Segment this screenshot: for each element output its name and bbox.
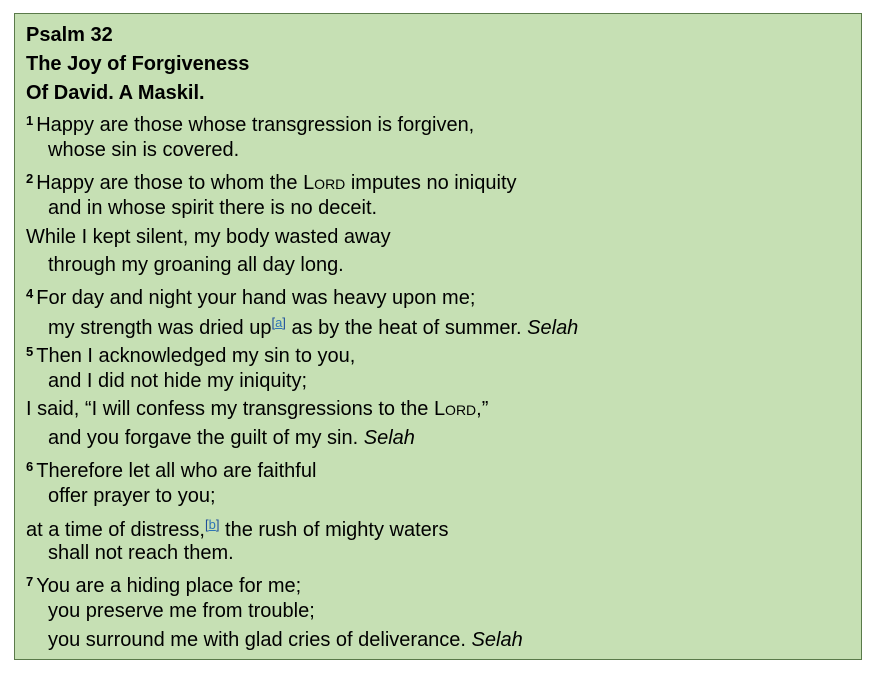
- verse-7-line-3: [26, 626, 861, 655]
- verse-4-line-2: [26, 309, 861, 338]
- verse-6-line-3: [26, 511, 861, 540]
- verse-5-line-3: [26, 395, 861, 424]
- verse-6-text-1: Therefore let all who are faithful: [36, 459, 317, 482]
- verse-5-line-1: [26, 338, 861, 367]
- verse-3-line-1: While I kept silent, my body wasted away: [26, 225, 391, 248]
- verse-1-text-1: Happy are those whose transgression is forgiven,: [36, 114, 475, 137]
- verse-7-line-2: you preserve me from trouble;: [48, 599, 315, 622]
- verse-5-text-3a: I said, “I will confess my transgressions to the: [26, 398, 434, 421]
- verse-number-7: 7: [26, 574, 34, 590]
- verse-4-text-1: For day and night your hand was heavy upon me;: [36, 287, 476, 310]
- verse-6-text-3a: at a time of distress,: [26, 518, 205, 541]
- verse-7-line-1: [26, 568, 861, 597]
- verse-6-line-2: offer prayer to you;: [48, 484, 216, 507]
- verse-number-2: 2: [26, 170, 34, 186]
- verse-1-line-1: [26, 107, 861, 136]
- verse-7-text-3: you surround me with glad cries of deliverance.: [48, 628, 472, 651]
- psalm-text-box: [14, 13, 862, 660]
- verse-2-text-1a: Happy are those to whom the: [36, 171, 304, 194]
- verse-5-line-2: and I did not hide my iniquity;: [48, 369, 308, 392]
- psalm-title: Psalm 32: [26, 24, 113, 46]
- verse-6-line-4: shall not reach them.: [48, 542, 234, 565]
- selah-marker: Selah: [363, 427, 415, 450]
- verse-2-line-2: and in whose spirit there is no deceit.: [48, 196, 378, 219]
- verse-7-text-1: You are a hiding place for me;: [36, 575, 302, 598]
- verse-6-line-1: [26, 453, 861, 482]
- verse-4-text-2a: my strength was dried up: [48, 316, 272, 339]
- verse-number-5: 5: [26, 343, 34, 359]
- verse-5-text-4: and you forgave the guilt of my sin.: [48, 427, 364, 450]
- selah-marker: Selah: [527, 316, 579, 339]
- verse-4-line-1: [26, 280, 861, 309]
- verse-6-text-3b: the rush of mighty waters: [219, 518, 449, 541]
- lord-small-caps: Lord: [303, 171, 346, 194]
- verse-3-line-2: through my groaning all day long.: [48, 254, 344, 277]
- verse-5-line-4: [26, 424, 861, 453]
- footnote-a-letter[interactable]: a: [275, 314, 283, 330]
- selah-marker: Selah: [471, 628, 523, 651]
- verse-number-1: 1: [26, 113, 34, 129]
- verse-5-text-1: Then I acknowledged my sin to you,: [36, 344, 356, 367]
- footnote-b-link[interactable]: [b]: [204, 516, 220, 532]
- verse-1-line-2: whose sin is covered.: [48, 139, 240, 162]
- verse-5-text-3b: ,”: [476, 398, 489, 421]
- verse-4-text-2b: as by the heat of summer.: [285, 316, 528, 339]
- footnote-a-link[interactable]: [a]: [271, 314, 286, 330]
- psalm-superscription: Of David. A Maskil.: [26, 81, 205, 104]
- footnote-b-letter[interactable]: b: [208, 516, 216, 532]
- verse-number-6: 6: [26, 458, 34, 474]
- lord-small-caps: Lord: [433, 398, 477, 421]
- psalm-subtitle: The Joy of Forgiveness: [26, 52, 250, 75]
- verse-2-line-1: [26, 165, 861, 194]
- verse-2-text-1b: imputes no iniquity: [345, 171, 517, 194]
- verse-number-4: 4: [26, 286, 34, 302]
